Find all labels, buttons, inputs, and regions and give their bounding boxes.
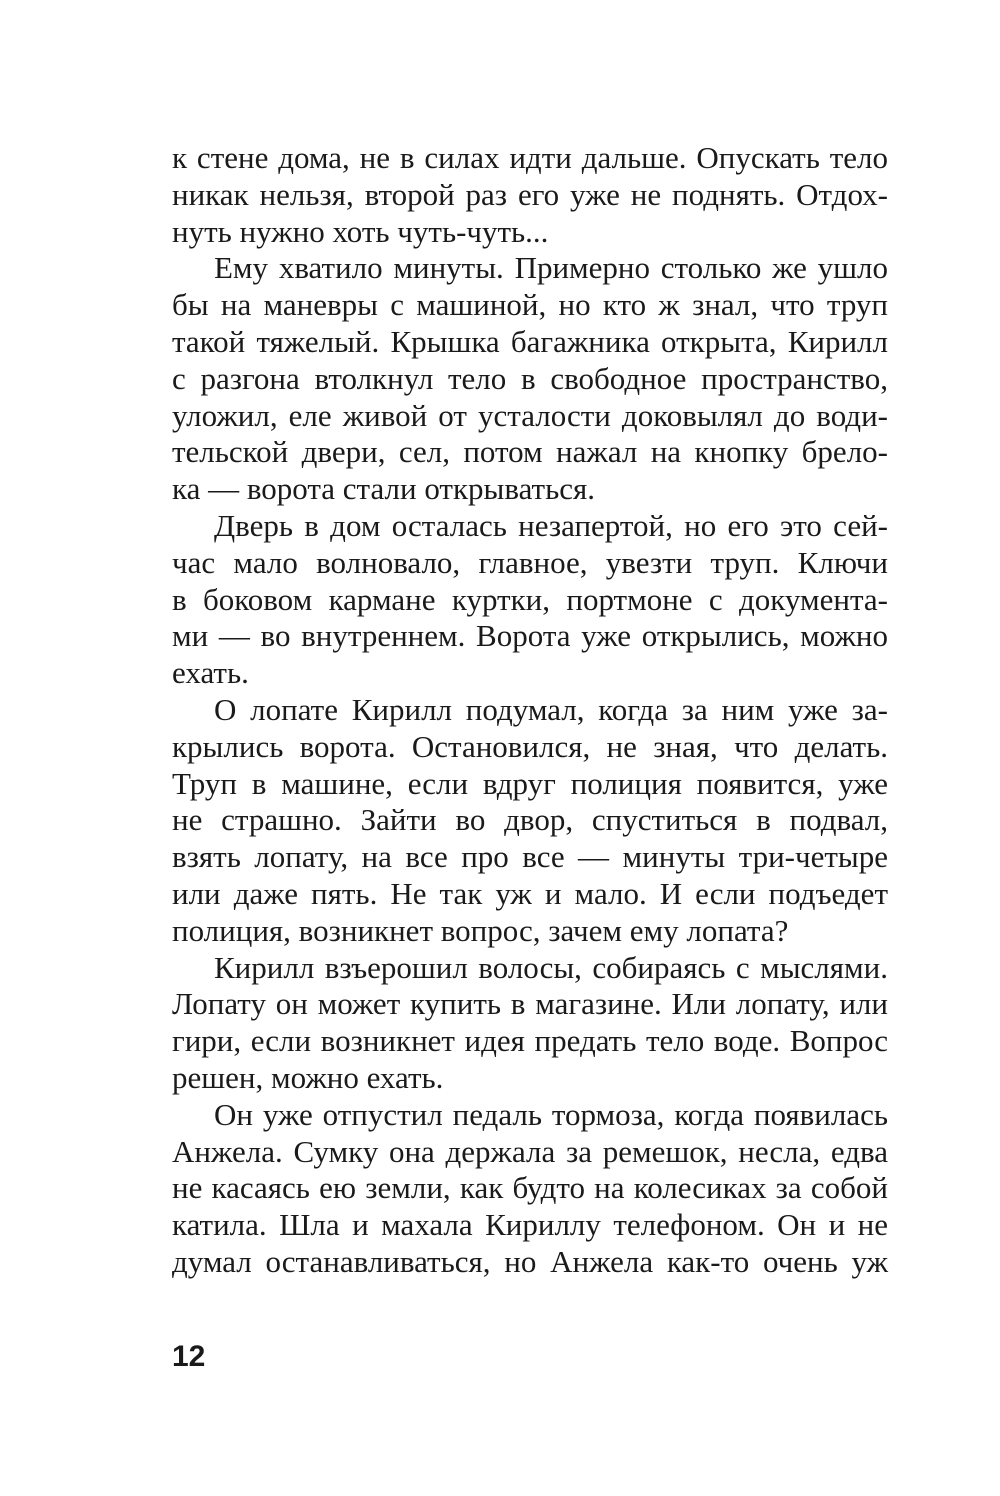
- paragraph: [172, 1097, 888, 1281]
- text-line: никак нельзя, второй раз его уже не поднять. Отдох-: [172, 176, 888, 212]
- text-line: Труп в машине, если вдруг полиция появится, уже: [172, 765, 888, 801]
- text-line: думал останавливаться, но Анжела как-то очень уж: [172, 1243, 888, 1279]
- paragraph: [172, 250, 888, 508]
- text-line: ка — ворота стали открываться.: [172, 471, 595, 507]
- paragraph: [172, 950, 888, 1097]
- text-line: уложил, еле живой от усталости доковылял до води-: [172, 397, 888, 433]
- text-line: ехать.: [172, 655, 249, 691]
- paragraph: [172, 508, 888, 692]
- text-line: с разгона втолкнул тело в свободное пространство,: [172, 360, 888, 396]
- text-line: Анжела. Сумку она держала за ремешок, несла, едва: [172, 1133, 888, 1169]
- paragraph: [172, 692, 888, 950]
- text-line: бы на маневры с машиной, но кто ж знал, что труп: [172, 287, 888, 323]
- text-line: Он уже отпустил педаль тормоза, когда появилась: [214, 1096, 888, 1132]
- text-line: такой тяжелый. Крышка багажника открыта, Кирилл: [172, 323, 888, 359]
- text-line: Лопату он может купить в магазине. Или лопату, или: [172, 986, 888, 1022]
- text-line: катила. Шла и махала Кириллу телефоном. Он и не: [172, 1207, 888, 1243]
- text-line: не страшно. Зайти во двор, спуститься в подвал,: [172, 802, 888, 838]
- text-line: тельской двери, сел, потом нажал на кнопку брело-: [172, 434, 888, 470]
- text-line: ми — во внутреннем. Ворота уже открылись, можно: [172, 618, 888, 654]
- text-line: или даже пять. Не так уж и мало. И если подъедет: [172, 875, 888, 911]
- text-line: Ему хватило минуты. Примерно столько же ушло: [214, 250, 888, 286]
- text-line: полиция, возникнет вопрос, зачем ему лопата?: [172, 912, 789, 948]
- text-line: в боковом кармане куртки, портмоне с документа-: [172, 581, 888, 617]
- text-line: крылись ворота. Остановился, не зная, что делать.: [172, 728, 888, 764]
- body-text: [172, 140, 888, 1281]
- text-line: Кирилл взъерошил волосы, собираясь с мыслями.: [214, 949, 888, 985]
- text-line: решен, можно ехать.: [172, 1059, 444, 1095]
- page-number: 12: [172, 1340, 206, 1373]
- text-line: гири, если возникнет идея предать тело воде. Вопрос: [172, 1023, 888, 1059]
- text-line: взять лопату, на все про все — минуты три-четыре: [172, 839, 888, 875]
- text-line: нуть нужно хоть чуть-чуть...: [172, 213, 549, 249]
- text-line: час мало волновало, главное, увезти труп. Ключи: [172, 544, 888, 580]
- text-line: к стене дома, не в силах идти дальше. Опускать тело: [172, 140, 888, 175]
- text-line: О лопате Кирилл подумал, когда за ним уже за-: [214, 691, 888, 727]
- text-line: Дверь в дом осталась незапертой, но его это сей-: [214, 507, 888, 543]
- paragraph: [172, 140, 888, 250]
- text-line: не касаясь ею земли, как будто на колесиках за собой: [172, 1170, 888, 1206]
